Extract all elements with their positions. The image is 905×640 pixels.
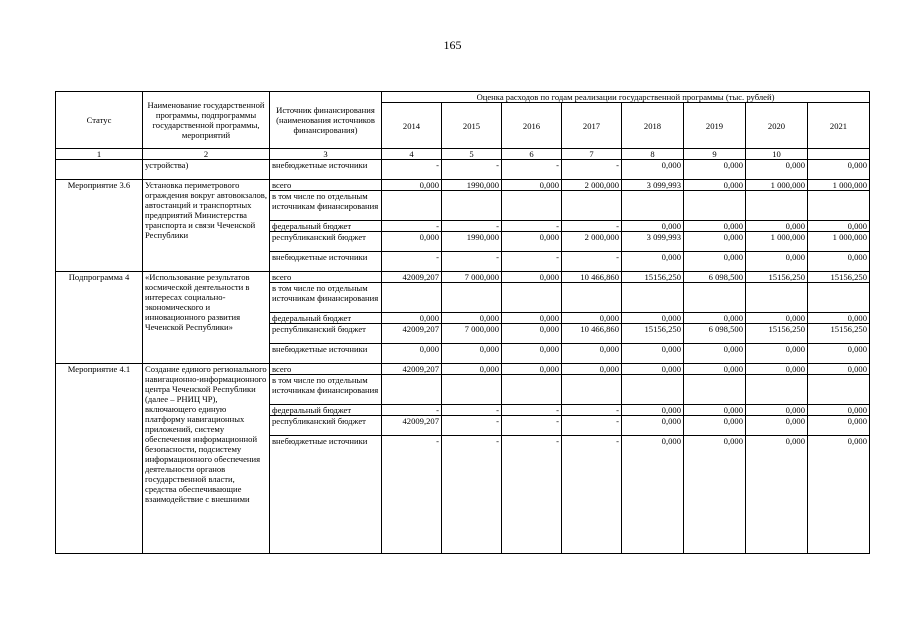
- row-source: федеральный бюджет: [270, 405, 382, 416]
- value-cell: -: [502, 436, 562, 554]
- table-header: [56, 92, 870, 160]
- value-cell: 0,000: [808, 405, 870, 416]
- value-cell: 0,000: [562, 313, 622, 324]
- value-cell: 0,000: [442, 364, 502, 375]
- value-cell: [808, 191, 870, 221]
- value-cell: 0,000: [382, 344, 442, 364]
- value-cell: 42009,207: [382, 416, 442, 436]
- value-cell: 0,000: [622, 160, 684, 180]
- header-estimate: Оценка расходов по годам реализации государственной программы (тыс. рублей): [382, 92, 870, 103]
- value-cell: -: [562, 221, 622, 232]
- value-cell: 0,000: [502, 364, 562, 375]
- value-cell: -: [502, 221, 562, 232]
- value-cell: 0,000: [746, 160, 808, 180]
- value-cell: -: [562, 405, 622, 416]
- value-cell: 0,000: [808, 436, 870, 554]
- row-source: в том числе по отдельным источникам финансирования: [270, 191, 382, 221]
- value-cell: 0,000: [502, 180, 562, 191]
- row-source: федеральный бюджет: [270, 221, 382, 232]
- value-cell: 0,000: [746, 313, 808, 324]
- header-year: 2014: [382, 103, 442, 149]
- row-status: Мероприятие 3.6: [56, 180, 143, 272]
- value-cell: 0,000: [382, 232, 442, 252]
- value-cell: 0,000: [746, 436, 808, 554]
- table-row: [56, 160, 870, 180]
- value-cell: 15156,250: [746, 324, 808, 344]
- header-year: 2015: [442, 103, 502, 149]
- value-cell: [502, 283, 562, 313]
- value-cell: 0,000: [684, 436, 746, 554]
- header-year: 2021: [808, 103, 870, 149]
- value-cell: 0,000: [684, 405, 746, 416]
- value-cell: 0,000: [808, 252, 870, 272]
- table-row: [56, 364, 870, 375]
- value-cell: [746, 375, 808, 405]
- value-cell: 0,000: [684, 232, 746, 252]
- value-cell: 15156,250: [746, 272, 808, 283]
- value-cell: 1990,000: [442, 180, 502, 191]
- value-cell: -: [382, 405, 442, 416]
- value-cell: 0,000: [622, 221, 684, 232]
- value-cell: 0,000: [808, 364, 870, 375]
- column-number: [808, 149, 870, 160]
- value-cell: -: [442, 416, 502, 436]
- row-source: в том числе по отдельным источникам финансирования: [270, 283, 382, 313]
- header-year: 2018: [622, 103, 684, 149]
- value-cell: 0,000: [746, 344, 808, 364]
- value-cell: 2 000,000: [562, 180, 622, 191]
- column-number: 9: [684, 149, 746, 160]
- value-cell: 0,000: [502, 232, 562, 252]
- header-year: 2020: [746, 103, 808, 149]
- value-cell: 0,000: [622, 405, 684, 416]
- value-cell: [684, 191, 746, 221]
- value-cell: 10 466,860: [562, 272, 622, 283]
- value-cell: [746, 191, 808, 221]
- header-name: Наименование государственной программы, подпрограммы государственной программы, мероприятий: [143, 92, 270, 149]
- column-number: 8: [622, 149, 684, 160]
- value-cell: 0,000: [808, 344, 870, 364]
- value-cell: 0,000: [502, 313, 562, 324]
- value-cell: -: [502, 160, 562, 180]
- value-cell: 0,000: [746, 252, 808, 272]
- value-cell: [684, 375, 746, 405]
- table-row: [56, 180, 870, 191]
- value-cell: 1 000,000: [746, 180, 808, 191]
- row-source: республиканский бюджет: [270, 416, 382, 436]
- value-cell: 0,000: [684, 180, 746, 191]
- value-cell: 0,000: [808, 416, 870, 436]
- row-source: в том числе по отдельным источникам финансирования: [270, 375, 382, 405]
- value-cell: 0,000: [684, 313, 746, 324]
- value-cell: [562, 375, 622, 405]
- value-cell: 0,000: [622, 364, 684, 375]
- value-cell: -: [382, 252, 442, 272]
- value-cell: 0,000: [562, 364, 622, 375]
- value-cell: 10 466,860: [562, 324, 622, 344]
- row-source: всего: [270, 364, 382, 375]
- value-cell: [622, 191, 684, 221]
- value-cell: -: [442, 405, 502, 416]
- value-cell: 0,000: [684, 221, 746, 232]
- value-cell: 3 099,993: [622, 180, 684, 191]
- value-cell: 0,000: [502, 344, 562, 364]
- value-cell: [622, 375, 684, 405]
- value-cell: [562, 191, 622, 221]
- table-row: [56, 272, 870, 283]
- column-number: 2: [143, 149, 270, 160]
- column-number: 5: [442, 149, 502, 160]
- value-cell: -: [442, 221, 502, 232]
- value-cell: [684, 283, 746, 313]
- header-year: 2016: [502, 103, 562, 149]
- value-cell: [622, 283, 684, 313]
- row-source: всего: [270, 180, 382, 191]
- value-cell: -: [502, 416, 562, 436]
- value-cell: -: [382, 436, 442, 554]
- value-cell: 0,000: [502, 272, 562, 283]
- value-cell: 0,000: [684, 344, 746, 364]
- value-cell: -: [562, 436, 622, 554]
- header-year: 2019: [684, 103, 746, 149]
- value-cell: 15156,250: [622, 272, 684, 283]
- value-cell: -: [562, 416, 622, 436]
- value-cell: [808, 283, 870, 313]
- row-source: внебюджетные источники: [270, 436, 382, 554]
- value-cell: 42009,207: [382, 364, 442, 375]
- row-name: устройства): [143, 160, 270, 180]
- value-cell: -: [502, 405, 562, 416]
- value-cell: -: [382, 160, 442, 180]
- value-cell: 0,000: [808, 160, 870, 180]
- value-cell: 0,000: [622, 313, 684, 324]
- value-cell: 42009,207: [382, 272, 442, 283]
- value-cell: [502, 191, 562, 221]
- value-cell: [382, 375, 442, 405]
- value-cell: 7 000,000: [442, 272, 502, 283]
- value-cell: 0,000: [442, 313, 502, 324]
- value-cell: 0,000: [808, 221, 870, 232]
- value-cell: -: [382, 221, 442, 232]
- value-cell: 3 099,993: [622, 232, 684, 252]
- value-cell: 0,000: [622, 344, 684, 364]
- column-number: 6: [502, 149, 562, 160]
- row-name: «Использование результатов космической деятельности в интересах социально-экономического и инновационного развития Чеченской Республики»: [143, 272, 270, 364]
- value-cell: 0,000: [562, 344, 622, 364]
- row-name: Создание единого регионального навигационно-информационного центра Чеченской Республики (далее – РНИЦ ЧР), включающего единую платформу навигационных приложений, систему обеспечения информационной безопасности, подсистему информационного обеспечения деятельности органов государственной власти, средства обеспечивающие взаимодействие с внешними: [143, 364, 270, 554]
- value-cell: -: [562, 160, 622, 180]
- header-status: Статус: [56, 92, 143, 149]
- row-source: внебюджетные источники: [270, 160, 382, 180]
- value-cell: 0,000: [746, 405, 808, 416]
- value-cell: 0,000: [382, 313, 442, 324]
- row-name: Установка периметрового ограждения вокруг автовокзалов, автостанций и транспортных предприятий Министерства транспорта и связи Чеченской Республики: [143, 180, 270, 272]
- value-cell: 0,000: [622, 252, 684, 272]
- value-cell: 7 000,000: [442, 324, 502, 344]
- value-cell: [442, 191, 502, 221]
- row-source: федеральный бюджет: [270, 313, 382, 324]
- value-cell: [746, 283, 808, 313]
- row-source: внебюджетные источники: [270, 252, 382, 272]
- column-number: 3: [270, 149, 382, 160]
- value-cell: 0,000: [382, 180, 442, 191]
- row-source: республиканский бюджет: [270, 324, 382, 344]
- value-cell: [808, 375, 870, 405]
- value-cell: 2 000,000: [562, 232, 622, 252]
- value-cell: 0,000: [808, 313, 870, 324]
- value-cell: 1 000,000: [746, 232, 808, 252]
- value-cell: [442, 375, 502, 405]
- table-body: [56, 160, 870, 554]
- value-cell: 0,000: [746, 221, 808, 232]
- value-cell: 0,000: [684, 364, 746, 375]
- value-cell: [502, 375, 562, 405]
- value-cell: 0,000: [746, 416, 808, 436]
- value-cell: 0,000: [502, 324, 562, 344]
- column-number: 4: [382, 149, 442, 160]
- value-cell: 15156,250: [808, 272, 870, 283]
- row-source: республиканский бюджет: [270, 232, 382, 252]
- value-cell: -: [502, 252, 562, 272]
- value-cell: 1990,000: [442, 232, 502, 252]
- value-cell: -: [442, 160, 502, 180]
- column-number: 10: [746, 149, 808, 160]
- value-cell: -: [442, 252, 502, 272]
- value-cell: [382, 191, 442, 221]
- value-cell: 0,000: [684, 160, 746, 180]
- header-year: 2017: [562, 103, 622, 149]
- header-source: Источник финансирования (наименования источников финансирования): [270, 92, 382, 149]
- value-cell: -: [562, 252, 622, 272]
- value-cell: 0,000: [746, 364, 808, 375]
- value-cell: [442, 283, 502, 313]
- row-status: Мероприятие 4.1: [56, 364, 143, 554]
- value-cell: 6 098,500: [684, 272, 746, 283]
- row-status: Подпрограмма 4: [56, 272, 143, 364]
- value-cell: 15156,250: [622, 324, 684, 344]
- column-number: 7: [562, 149, 622, 160]
- value-cell: 0,000: [622, 416, 684, 436]
- row-status: [56, 160, 143, 180]
- expense-table: [55, 91, 870, 554]
- value-cell: 15156,250: [808, 324, 870, 344]
- value-cell: [562, 283, 622, 313]
- value-cell: -: [442, 436, 502, 554]
- value-cell: 1 000,000: [808, 180, 870, 191]
- column-number: 1: [56, 149, 143, 160]
- value-cell: 0,000: [442, 344, 502, 364]
- value-cell: 42009,207: [382, 324, 442, 344]
- value-cell: 6 098,500: [684, 324, 746, 344]
- value-cell: 0,000: [684, 416, 746, 436]
- value-cell: 0,000: [622, 436, 684, 554]
- value-cell: 1 000,000: [808, 232, 870, 252]
- row-source: всего: [270, 272, 382, 283]
- value-cell: 0,000: [684, 252, 746, 272]
- page-number: 165: [443, 38, 462, 52]
- row-source: внебюджетные источники: [270, 344, 382, 364]
- value-cell: [382, 283, 442, 313]
